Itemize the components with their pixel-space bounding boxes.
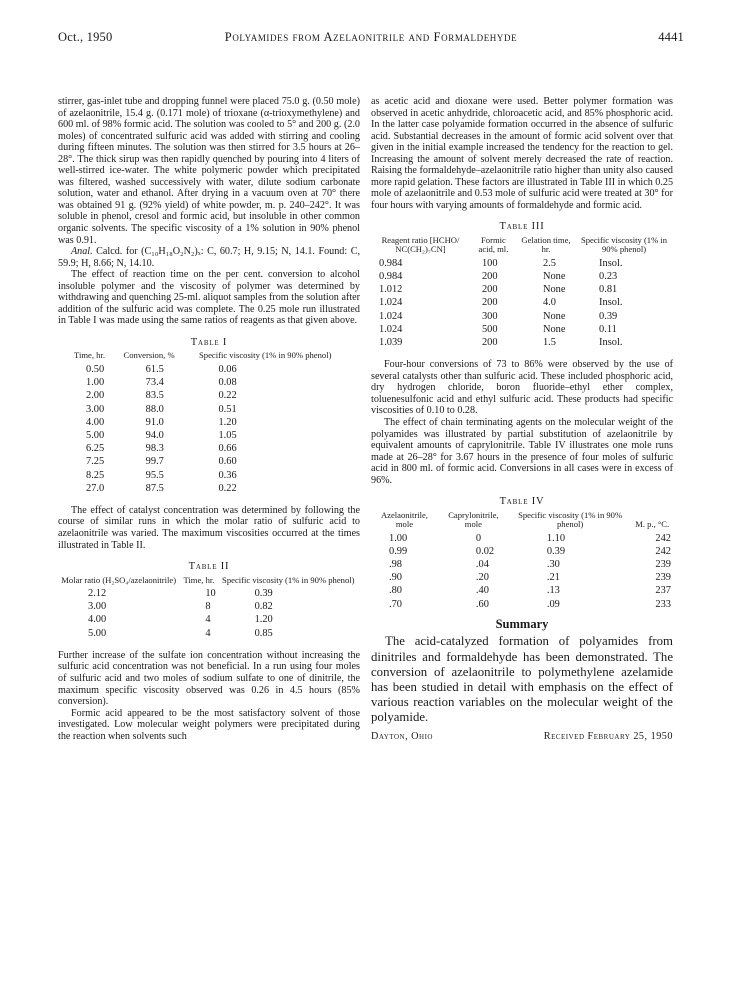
table-row (58, 613, 358, 626)
table-1-caption: Table I (190, 336, 228, 348)
paragraph-sulfate: Further increase of the sulfate ion concentration without increasing the sulfuric acid concentration was not beneficial. In a run using four moles of sulfuric acid and two moles of sodium sulfate to one of dinitrile, the maximum specific viscosity observed was 0.26 in 4.5 hours (85% conversion). (58, 649, 360, 708)
table-cell: 0.51 (218, 403, 237, 415)
table-cell: .04 (475, 559, 489, 571)
table-row (371, 584, 673, 597)
table-cell: .80 (389, 585, 402, 597)
table-cell: 0.50 (86, 363, 105, 375)
table-cell: 200 (481, 284, 498, 296)
table-3-caption: Table III (499, 221, 545, 233)
table-cell: .90 (389, 572, 402, 584)
table-cell: 61.5 (145, 363, 164, 375)
summary-text: The acid-catalyzed formation of polyamides from dinitriles and formaldehyde has been demonstrated. The conversion of azelaonitrile to polymethylene azelamide has been studied in detail with emphasis on the effect of various reaction variables on the molecular weight of the polyamide. (371, 634, 673, 725)
column-header: Time, hr. (74, 350, 105, 361)
table-row (371, 558, 673, 571)
table-header-row (371, 511, 673, 532)
table-4-caption: Table IV (499, 496, 545, 508)
table-cell: 0.36 (218, 469, 237, 481)
table-cell: 4.00 (88, 614, 107, 626)
paragraph-procedure: stirrer, gas-inlet tube and dropping funnel were placed 75.0 g. (0.50 mole) of azelaonitrile, 15.4 g. (0.171 mole) of trioxane (α-trioxymethylene) and 600 ml. of 98% formic acid. The solution was cooled to 5° and 200 g. (2.0 moles) of concentrated sulfuric acid was added with stirring and cooling during fifteen minutes. The solution was then stirred for 3.5 hours at 26–28°. The thick sirup was then rapidly quenched by pouring into 4 liters of well-stirred ice-water. The white polymeric powder which precipitated was filtered, washed successively with water, dilute sodium carbonate solution, water and ethanol. After drying in a vacuum oven at 70° there was obtained 91 g. (92% yield) of white powder, m. p. 240–242°. It was soluble in phenol, cresol and formic acid, but insoluble in other common organic solvents. The specific viscosity of a 1% solution in 90% phenol was 0.91. (58, 96, 360, 246)
header-date: Oct., 1950 (58, 30, 113, 44)
column-header: Azelaonitrile, mole (380, 509, 428, 530)
table-cell: 99.7 (145, 456, 164, 468)
running-header (58, 30, 684, 46)
table-cell: 0.82 (254, 601, 273, 613)
table-cell: 4 (205, 614, 211, 626)
summary-heading: Summary (495, 616, 549, 631)
table-cell: 91.0 (145, 416, 164, 428)
table-cell: 0.66 (218, 443, 237, 455)
table-header-row (371, 236, 673, 257)
table-cell: 237 (655, 585, 671, 597)
table-cell: None (542, 323, 566, 335)
table-cell: 0.02 (475, 545, 495, 557)
table-cell: 3.00 (88, 601, 107, 613)
table-row (371, 545, 673, 558)
table-cell: 88.0 (145, 403, 164, 415)
table-row (371, 270, 673, 283)
table-cell: 5.00 (88, 627, 107, 639)
column-header: Conversion, % (123, 350, 175, 361)
table-cell: 242 (655, 545, 671, 557)
table-cell: 7.25 (86, 456, 105, 468)
analysis-label: Anal. (71, 246, 93, 258)
table-cell: 10 (205, 588, 216, 600)
table-cell: 0.23 (599, 271, 618, 283)
table-row (371, 532, 673, 545)
table-cell: 1.012 (379, 284, 403, 296)
table-cell: 1.05 (218, 429, 237, 441)
table-cell: 0.06 (218, 363, 237, 375)
table-cell: 0.99 (389, 545, 408, 557)
table-cell: 0.39 (254, 588, 273, 600)
table-row (371, 571, 673, 584)
table-row (66, 442, 348, 455)
table-cell: 95.5 (145, 469, 164, 481)
table-row (66, 363, 348, 376)
table-cell: 233 (655, 598, 671, 610)
table-cell: 1.10 (546, 532, 566, 544)
table-row (58, 587, 358, 600)
paragraph-catalyst: The effect of catalyst concentration was determined by following the course of similar runs in which the molar ratio of sulfuric acid to azelaonitrile was varied. The maximum viscosities occurred at the times illustrated in Table II. (58, 504, 360, 551)
table-cell: .98 (389, 559, 402, 571)
column-header: Formic acid, ml. (478, 235, 509, 255)
table-row (371, 336, 673, 349)
table-cell: 0.984 (379, 257, 403, 269)
table-cell: 3.00 (86, 403, 105, 415)
table-row (66, 376, 348, 389)
table-cell: 6.25 (86, 443, 105, 455)
column-header: Molar ratio (H₂SO₄/azelaonitrile) (61, 574, 177, 585)
table-row (371, 283, 673, 296)
table-cell: 0.22 (218, 390, 237, 402)
table-cell: 0.22 (218, 482, 237, 494)
paragraph-conversions: Four-hour conversions of 73 to 86% were observed by the use of several catalysts other than sulfuric acid. These included phosphoric acid, dry hydrogen chloride, boron fluoride–ethyl ether complex, toluenesulfonic acid and ethyl sulfuric acid. These products had specific viscosities of 0.10 to 0.28. (371, 359, 673, 417)
table-cell: .13 (546, 585, 560, 597)
table-cell: 5.00 (86, 429, 105, 441)
table-cell: 4.00 (86, 416, 105, 428)
table-cell: 239 (655, 572, 671, 584)
table-cell: 242 (655, 532, 671, 544)
table-4 (371, 511, 673, 611)
column-header: Caprylonitrile, mole (448, 509, 499, 530)
table-cell: 0.11 (599, 323, 617, 335)
table-cell: 0.85 (254, 627, 273, 639)
table-header-row (66, 351, 348, 362)
column-header: Specific viscosity (1% in 90% phenol) (580, 235, 668, 255)
column-header: Specific viscosity (1% in 90% phenol) (518, 509, 623, 530)
table-cell: .20 (475, 572, 489, 584)
paragraph-chain-terminating: The effect of chain terminating agents on the molecular weight of the polyamides was illustrated by partial substitution of azelaonitrile by equivalent amounts of caprylonitrile. Table IV illustrates one mole runs made at 26–28° for 3.67 hours in the presence of four moles of sulfuric acid in 800 ml. of formic acid. Conversions in all cases were in excess of 96%. (371, 416, 673, 486)
table-cell: 1.024 (379, 323, 403, 335)
table-cell: 200 (481, 337, 498, 349)
table-cell: 8.25 (86, 469, 105, 481)
table-cell: 500 (481, 323, 498, 335)
table-cell: 83.5 (145, 390, 164, 402)
table-cell: None (542, 310, 566, 322)
table-cell: 87.5 (145, 482, 164, 494)
table-row (66, 469, 348, 482)
paragraph-reaction-time: The effect of reaction time on the per cent. conversion to alcohol insoluble polymer and the viscosity of polymer was determined by withdrawing and quenching 25-ml. aliquot samples from the solution after addition of the sulfuric acid was complete. The 0.25 mole run illustrated in Table I was made using the same ratios of reagents as that given above. (58, 269, 360, 327)
table-cell: 0 (475, 532, 482, 544)
paper-footer (371, 731, 673, 743)
table-cell: 27.0 (86, 482, 105, 494)
table-2 (58, 576, 358, 640)
table-cell: .30 (546, 559, 560, 571)
table-cell: 300 (481, 310, 498, 322)
table-row (371, 296, 673, 309)
table-cell: .70 (389, 598, 402, 610)
table-3 (371, 236, 673, 349)
table-cell: 1.024 (379, 297, 403, 309)
paragraph-analysis: Anal. Calcd. for (C₁₀H₁₈O₂N₂)ₓ: C, 60.7; H, 9.15; N, 14.1. Found: C, 59.9; H, 8.66; N, 14.10. (58, 246, 360, 269)
table-cell: 1.00 (389, 532, 408, 544)
table-cell: 0.39 (546, 545, 566, 557)
received-date: Received February 25, 1950 (543, 730, 673, 742)
table-cell: .21 (546, 572, 560, 584)
table-row (371, 257, 673, 270)
table-cell: 0.81 (599, 284, 618, 296)
table-header-row (58, 576, 358, 587)
table-cell: 0.984 (379, 271, 403, 283)
table-row (66, 389, 348, 402)
table-row (371, 598, 673, 611)
table-cell: 1.20 (254, 614, 273, 626)
table-cell: 8 (205, 601, 211, 613)
table-cell: 2.5 (542, 257, 556, 269)
table-cell: 1.5 (542, 337, 556, 349)
table-cell: .40 (475, 585, 489, 597)
table-cell: 0.60 (218, 456, 237, 468)
table-cell: 239 (655, 559, 671, 571)
paragraph-solvent: Formic acid appeared to be the most satisfactory solvent of those investigated. Low molecular weight polymers were precipitated during the reaction when solvents such (58, 707, 360, 742)
table-cell: 98.3 (145, 443, 164, 455)
table-row (66, 455, 348, 468)
table-cell: None (542, 284, 566, 296)
table-cell: 73.4 (145, 377, 164, 389)
column-header: Specific viscosity (1% in 90% phenol) (199, 350, 332, 361)
table-cell: 200 (481, 297, 498, 309)
right-column (371, 96, 673, 742)
table-cell: 0.08 (218, 377, 237, 389)
table-cell: 94.0 (145, 429, 164, 441)
table-cell: Insol. (599, 297, 623, 309)
table-row (58, 600, 358, 613)
table-cell: Insol. (599, 337, 623, 349)
table-cell: None (542, 271, 566, 283)
table-cell: 2.00 (86, 390, 105, 402)
table-cell: 100 (481, 257, 498, 269)
table-cell: .09 (546, 598, 560, 610)
table-cell: .60 (475, 598, 489, 610)
table-cell: 2.12 (88, 588, 107, 600)
table-cell: 200 (481, 271, 498, 283)
table-cell: 1.024 (379, 310, 403, 322)
column-header: Specific viscosity (1% in 90% phenol) (222, 574, 355, 585)
column-header: Reagent ratio [HCHO/ NC(CH₂)₇CN] (381, 235, 460, 255)
table-cell: 1.039 (379, 337, 403, 349)
author-location: Dayton, Ohio (371, 730, 433, 742)
table-row (371, 310, 673, 323)
left-column (58, 96, 360, 742)
table-row (58, 627, 358, 640)
column-header: M. p., °C. (635, 519, 670, 530)
table-2-caption: Table II (188, 561, 230, 573)
table-1 (66, 351, 348, 494)
table-cell: 4 (205, 627, 211, 639)
header-page-number: 4441 (658, 30, 684, 44)
header-title: Polyamides from Azelaonitrile and Formaldehyde (224, 30, 518, 44)
table-cell: Insol. (599, 257, 623, 269)
column-header: Gelation time, hr. (521, 235, 571, 255)
paragraph-solvents-continued: as acetic acid and dioxane were used. Better polymer formation was observed in acetic anhydride, chloroacetic acid, and 85% phosphoric acid. In the latter case polyamide formation occurred in the absence of sulfuric acid. Substantial decreases in the amount of formic acid solvent over that given in the initial example increased the tendency for the reaction to gel. Increasing the amount of solvent merely decreased the rate of reaction. Raising the formaldehyde–azelaonitrile ratio higher than unity also caused more rapid gelation. These factors are illustrated in Table III in which 0.25 mole of azelaonitrile and 0.53 mole of sulfuric acid were treated at 30° for four hours with varying amounts of formaldehyde and formic acid. (371, 96, 674, 211)
table-cell: 0.39 (599, 310, 618, 322)
table-row (66, 482, 348, 495)
table-row (66, 429, 348, 442)
table-cell: 4.0 (542, 297, 556, 309)
table-row (371, 323, 673, 336)
column-header: Time, hr. (183, 574, 215, 585)
table-cell: 1.00 (86, 377, 105, 389)
table-row (66, 416, 348, 429)
table-cell: 1.20 (218, 416, 237, 428)
table-row (66, 403, 348, 416)
